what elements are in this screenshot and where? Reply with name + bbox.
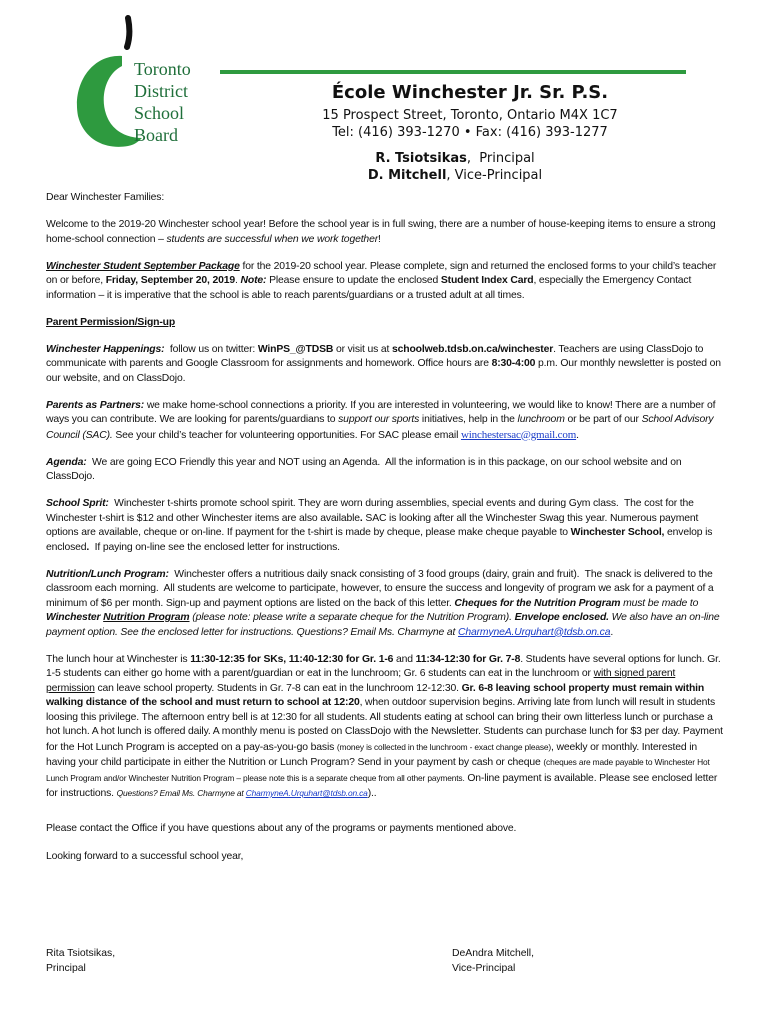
lunch-questions: Questions? Email Ms. Charmyne at: [116, 788, 246, 798]
student-index-card: Student Index Card: [440, 275, 534, 286]
principal-name: R. Tsiotsikas: [375, 151, 467, 166]
spirit-text-a: Winchester t-shirts promote school spirit. They are worn during assemblies, special events and during Gym class. The cost for the Winchester t-shirt is $12 and other Winchester items are also available: [46, 498, 697, 524]
spirit-dot-2: .: [86, 541, 90, 553]
partners-text-c: or be part of our: [564, 414, 642, 425]
nutrition-email-link[interactable]: CharmyneA.Urquhart@tdsb.on.ca: [458, 626, 611, 638]
intro-end: !: [378, 233, 381, 245]
lunch-rule: Gr. 6-8 leaving school property must remain within walking distance of the school and must return to school at 12:20: [46, 682, 705, 708]
agenda-text: We are going ECO Friendly this year and NOT using an Agenda. All the information is in this package, on our school website and on ClassDojo.: [46, 456, 685, 482]
vp-title: , Vice-Principal: [446, 168, 543, 183]
package-title: Winchester Student September Package: [46, 260, 240, 272]
board-line-2: District: [134, 81, 188, 101]
vp-line: [250, 167, 660, 184]
happenings-text-c: . Teachers are using ClassDojo to communicate with parents and Google Classroom for assignments and homework. Office hours are: [46, 343, 704, 369]
package-text-d: , especially the Emergency Contact information – it is imperative that the school is able to reach parents/guardians or a trusted adult at all times.: [46, 275, 692, 301]
partners-text-d: See your child’s teacher for volunteering opportunities. For SAC please email: [112, 429, 461, 441]
school-name: École Winchester Jr. Sr. P.S.: [331, 82, 609, 103]
lunch-small-note-2: (cheques are made payable to Winchester Hot Lunch Program and/or Winchester Nutrition Program – please note this is a separate cheque from all other payments.: [46, 757, 710, 783]
spirit-label: School Sprit:: [46, 498, 109, 509]
spirit-text-c: envelop is enclosed: [46, 527, 713, 553]
intro-text: Welcome to the 2019-20 Winchester school year! Before the school year is in full swing, there are a number of house-keeping items to ensure a strong home-school connection –: [46, 219, 716, 245]
vp-signature-name: DeAndra Mitchell,: [452, 948, 535, 959]
vp-signature: [452, 946, 534, 976]
spirit-payee: Winchester School,: [570, 527, 665, 538]
principal-signature-title: Principal: [46, 963, 86, 974]
lunch-email-link[interactable]: CharmyneA.Urquhart@tdsb.on.ca: [245, 788, 368, 798]
nutrition-text-d: We also have an on-line payment option. See the enclosed letter for instructions. Questions? Email Ms. Charmyne at: [46, 612, 720, 638]
nutrition-text-c: (please note: please write a separate cheque for the Nutrition Program).: [189, 612, 515, 623]
principal-signature: [46, 946, 115, 976]
lunch-permission: with signed parent permission: [46, 668, 676, 694]
spirit-text-b: SAC is looking after all the Winchester Swag this year. Numerous payment options are available, cheque or on-line. If payment for the t-shirt is made by cheque, please make cheque payable to: [46, 512, 699, 538]
spirit-paragraph: [46, 497, 726, 555]
school-phone-fax: Tel: (416) 393-1270 • Fax: (416) 393-1277: [332, 125, 608, 140]
lunch-text-c: . Students have several options for lunch. Gr. 1-5 students can either go home with a parent/guardian or eat in the lunchroom; Gr. 6 students can eat in the lunchroom or: [46, 653, 721, 679]
twitter-handle: WinPS_@TDSB: [257, 343, 334, 355]
permission-heading: Parent Permission/Sign-up: [46, 316, 176, 328]
nutrition-text-b: must be made to: [620, 597, 699, 609]
lunch-small-note-1: (money is collected in the lunchroom - exact change please): [336, 741, 552, 752]
agenda-label: Agenda:: [46, 456, 87, 468]
partners-text-b: initiatives, help in the: [419, 414, 518, 425]
nutrition-text-a: Winchester offers a nutritious daily snack consisting of 3 food groups (dairy, grain and fruit). The snack is delivered to the classroom each morning. All students are welcome to participate, however, to ensure the success and longevity of program we ask for a payment of a minimum of $6 per month. Sign-up and payment options are listed on the back of this letter.: [46, 568, 717, 609]
lunch-text-b: and: [393, 653, 416, 665]
vp-signature-title: Vice-Principal: [452, 963, 516, 974]
header-rule: [220, 70, 686, 74]
principal-line: [250, 150, 660, 167]
partners-lunchroom: lunchroom: [517, 414, 565, 425]
board-line-4: Board: [134, 125, 178, 145]
partners-paragraph: [46, 399, 726, 444]
nutrition-payee-2: Nutrition Program: [103, 612, 190, 623]
office-hours: 8:30-4:00: [491, 358, 536, 369]
salutation: Dear Winchester Families:: [46, 192, 165, 203]
nutrition-paragraph: [46, 568, 726, 641]
happenings-text-a: follow us on twitter:: [164, 343, 258, 355]
lunch-text-a: The lunch hour at Winchester is: [46, 653, 191, 665]
staff-block: [250, 150, 660, 184]
package-text-b: .: [235, 275, 241, 286]
school-website[interactable]: schoolweb.tdsb.on.ca/winchester: [392, 343, 554, 355]
partners-text-a: we make home-school connections a priority. If you are interested in volunteering, we would like to know! There are a number of ways you can contribute. We are looking for parents/guardians to: [46, 399, 716, 425]
lunch-times-78: 11:34-12:30 for Gr. 7-8: [415, 653, 521, 665]
closing-line: Looking forward to a successful school year,: [46, 851, 244, 862]
package-note-label: Note:: [240, 275, 267, 286]
nutrition-cheques: Cheques for the Nutrition Program: [454, 597, 621, 609]
spirit-text-d: If paying on-line see the enclosed letter for instructions.: [89, 541, 340, 553]
lunch-text-h: )..: [367, 788, 377, 799]
lunch-text-f: , weekly or monthly. Interested in having your child participate in either the Nutrition or Lunch Program? Send in your payment by cash or cheque: [46, 741, 698, 768]
lunch-paragraph: [46, 653, 726, 802]
happenings-text-d: p.m. Our monthly newsletter is posted on our website, and on ClassDojo.: [46, 358, 721, 384]
contact-paragraph: Please contact the Office if you have questions about any of the programs or payments mentioned above.: [46, 822, 517, 834]
school-header: [250, 80, 690, 141]
board-wordmark: [134, 58, 191, 146]
nutrition-payee-1: Winchester: [46, 612, 104, 623]
principal-title: , Principal: [466, 151, 535, 166]
package-due-date: Friday, September 20, 2019: [105, 275, 236, 286]
partners-text-e: .: [576, 429, 579, 441]
sac-email-link[interactable]: winchestersac@gmail.com: [460, 428, 577, 441]
package-paragraph: [46, 260, 726, 304]
intro-paragraph: [46, 218, 726, 247]
letter-body: [46, 191, 726, 877]
partners-sports: support our sports: [338, 414, 420, 425]
lunch-text-e: , when outdoor supervision begins. Arriving late from lunch will result in students loosing this privilege. The afternoon entry bell is at 12:30 for all students. All students eating at school can bring their own litterless lunch or purchase a hot lunch. A hot lunch is offered daily. A monthly menu is posted on ClassDojo with the Newsletter. Students can purchase lunch for $3 per day. Payment for the Hot Lunch Program is accepted on a pay-as-you-go basis: [46, 697, 723, 753]
nutrition-text-e: .: [610, 626, 614, 638]
happenings-paragraph: [46, 343, 726, 387]
nutrition-label: Nutrition/Lunch Program:: [46, 568, 169, 580]
package-text-c: Please ensure to update the enclosed: [266, 275, 441, 286]
lunch-times-sk: 11:30-12:35 for SKs, 11:40-12:30 for Gr. 1-6: [190, 653, 394, 665]
intro-emphasis: students are successful when we work together: [166, 233, 379, 245]
spirit-dot: .: [359, 512, 363, 524]
lunch-text-d: can leave school property. Students in Gr. 7-8 can eat in the lunchroom 12-12:30.: [94, 682, 462, 694]
board-line-3: School: [134, 103, 185, 123]
happenings-label: Winchester Happenings:: [46, 343, 165, 355]
vp-name: D. Mitchell: [367, 168, 447, 183]
nutrition-envelope: Envelope enclosed.: [514, 612, 609, 623]
board-line-1: Toronto: [134, 59, 191, 79]
happenings-text-b: or visit us at: [333, 343, 393, 355]
principal-signature-name: Rita Tsiotsikas,: [46, 948, 116, 959]
partners-sac: School Advisory Council (SAC).: [46, 414, 714, 441]
partners-label: Parents as Partners:: [46, 399, 145, 411]
school-address: 15 Prospect Street, Toronto, Ontario M4X 1C7: [322, 108, 618, 123]
lunch-text-g: On-line payment is available. Please see enclosed letter for instructions.: [46, 772, 718, 799]
agenda-paragraph: [46, 456, 726, 485]
package-text-a: for the 2019-20 school year. Please complete, sign and returned the enclosed forms to your child’s teacher on or before,: [46, 260, 717, 286]
